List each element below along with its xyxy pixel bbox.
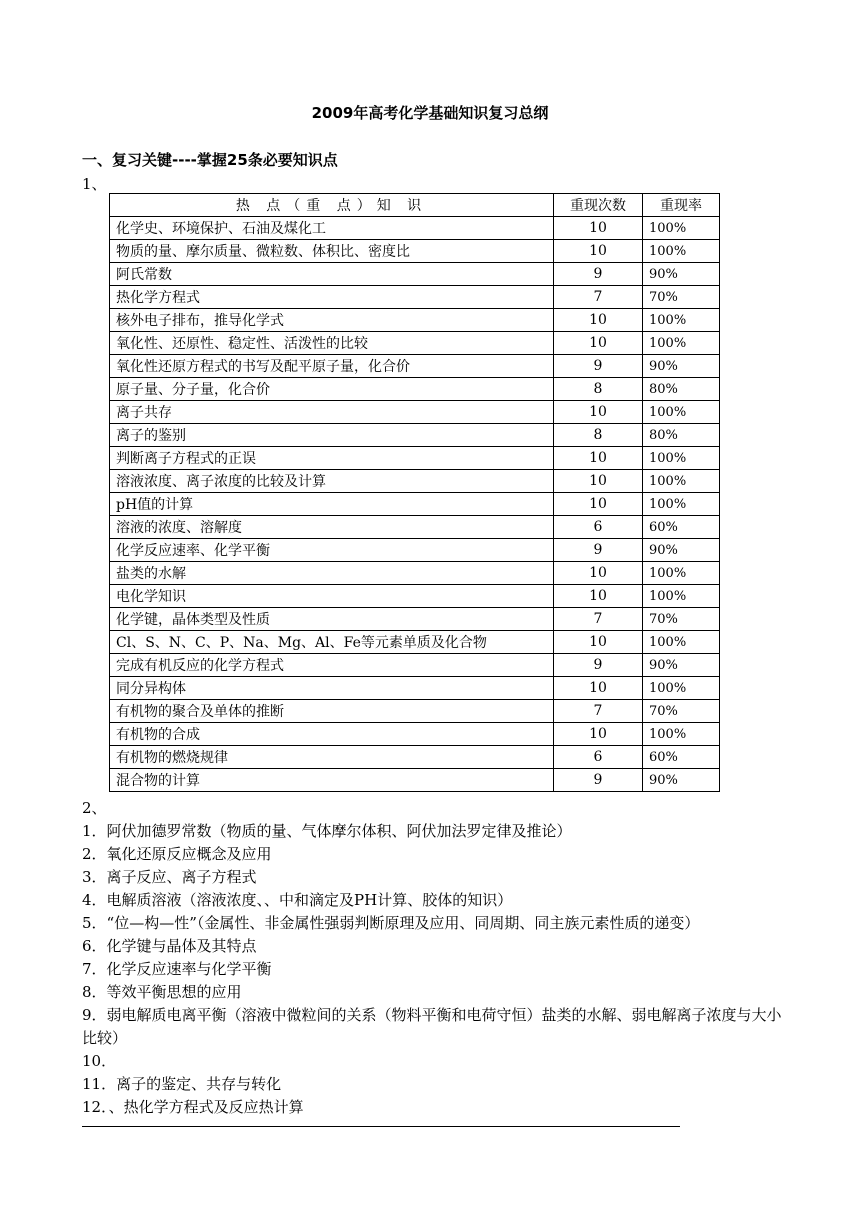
count-cell: 10	[554, 447, 643, 470]
rate-cell: 100%	[643, 240, 720, 263]
topic-cell: 有机物的聚合及单体的推断	[110, 700, 554, 723]
rate-cell: 70%	[643, 700, 720, 723]
list-item: 2．氧化还原反应概念及应用	[82, 845, 272, 863]
list-item: 6．化学键与晶体及其特点	[82, 937, 257, 955]
count-cell: 9	[554, 654, 643, 677]
count-cell: 6	[554, 516, 643, 539]
table-row	[110, 700, 720, 723]
count-cell: 10	[554, 562, 643, 585]
section-heading: 一、复习关键----掌握25条必要知识点	[82, 151, 338, 169]
topic-cell: 有机物的燃烧规律	[110, 746, 554, 769]
count-cell: 9	[554, 769, 643, 792]
topic-cell: 化学史、环境保护、石油及煤化工	[110, 217, 554, 240]
list-item: 11．离子的鉴定、共存与转化	[82, 1075, 282, 1093]
table-row	[110, 470, 720, 493]
rate-cell: 70%	[643, 286, 720, 309]
topic-cell: 化学反应速率、化学平衡	[110, 539, 554, 562]
table-body	[110, 217, 720, 792]
rate-cell: 60%	[643, 746, 720, 769]
topic-cell: pH值的计算	[110, 493, 554, 516]
list-item: 7．化学反应速率与化学平衡	[82, 960, 272, 978]
count-cell: 10	[554, 309, 643, 332]
table-header-row	[110, 194, 720, 217]
count-cell: 7	[554, 700, 643, 723]
rate-cell: 100%	[643, 677, 720, 700]
topic-cell: 完成有机反应的化学方程式	[110, 654, 554, 677]
table-row	[110, 447, 720, 470]
rate-cell: 100%	[643, 631, 720, 654]
header-topic: 热 点（重 点）知 识	[110, 194, 554, 217]
topic-cell: 原子量、分子量，化合价	[110, 378, 554, 401]
table-row	[110, 309, 720, 332]
count-cell: 7	[554, 286, 643, 309]
table-row	[110, 516, 720, 539]
table-row	[110, 263, 720, 286]
topic-cell: 溶液浓度、离子浓度的比较及计算	[110, 470, 554, 493]
rate-cell: 100%	[643, 332, 720, 355]
list-item: 1．阿伏加德罗常数（物质的量、气体摩尔体积、阿伏加法罗定律及推论）	[82, 822, 572, 840]
rate-cell: 60%	[643, 516, 720, 539]
topic-cell: 氧化性、还原性、稳定性、活泼性的比较	[110, 332, 554, 355]
bottom-rule	[82, 1126, 680, 1127]
topic-cell: 阿氏常数	[110, 263, 554, 286]
table-row	[110, 286, 720, 309]
count-cell: 10	[554, 631, 643, 654]
count-cell: 10	[554, 723, 643, 746]
table-row	[110, 401, 720, 424]
count-cell: 10	[554, 493, 643, 516]
list-item: 12．、热化学方程式及反应热计算	[82, 1098, 304, 1116]
knowledge-table	[109, 193, 720, 792]
topic-cell: 溶液的浓度、溶解度	[110, 516, 554, 539]
list-item: 9．弱电解质电离平衡（溶液中微粒间的关系（物料平衡和电荷守恒）盐类的水解、弱电解离子浓度与大小比较）	[82, 1006, 782, 1047]
header-rate: 重现率	[643, 194, 720, 217]
list-item: 10．	[82, 1052, 117, 1070]
table-row	[110, 332, 720, 355]
rate-cell: 100%	[643, 309, 720, 332]
table-row	[110, 585, 720, 608]
topic-cell: 判断离子方程式的正误	[110, 447, 554, 470]
list-marker: 2、	[82, 799, 107, 817]
table-row	[110, 539, 720, 562]
topic-cell: 离子共存	[110, 401, 554, 424]
table-marker: 1、	[82, 175, 107, 193]
table-row	[110, 217, 720, 240]
table-row	[110, 562, 720, 585]
rate-cell: 100%	[643, 562, 720, 585]
rate-cell: 90%	[643, 355, 720, 378]
topic-cell: 化学键，晶体类型及性质	[110, 608, 554, 631]
count-cell: 10	[554, 401, 643, 424]
list-item: 8．等效平衡思想的应用	[82, 983, 242, 1001]
table-row	[110, 723, 720, 746]
table-row	[110, 608, 720, 631]
count-cell: 10	[554, 240, 643, 263]
count-cell: 9	[554, 263, 643, 286]
header-count: 重现次数	[554, 194, 643, 217]
count-cell: 10	[554, 677, 643, 700]
topic-cell: 混合物的计算	[110, 769, 554, 792]
count-cell: 10	[554, 470, 643, 493]
topic-cell: 物质的量、摩尔质量、微粒数、体积比、密度比	[110, 240, 554, 263]
count-cell: 7	[554, 608, 643, 631]
table-row	[110, 240, 720, 263]
count-cell: 10	[554, 217, 643, 240]
rate-cell: 100%	[643, 493, 720, 516]
list-item: 3．离子反应、离子方程式	[82, 868, 257, 886]
topic-cell: 离子的鉴别	[110, 424, 554, 447]
table-row	[110, 769, 720, 792]
table-row	[110, 654, 720, 677]
count-cell: 9	[554, 355, 643, 378]
rate-cell: 100%	[643, 447, 720, 470]
topic-cell: 核外电子排布，推导化学式	[110, 309, 554, 332]
count-cell: 9	[554, 539, 643, 562]
rate-cell: 90%	[643, 539, 720, 562]
rate-cell: 90%	[643, 654, 720, 677]
table-row	[110, 378, 720, 401]
table-row	[110, 677, 720, 700]
table-row	[110, 355, 720, 378]
topic-cell: 有机物的合成	[110, 723, 554, 746]
count-cell: 8	[554, 424, 643, 447]
rate-cell: 100%	[643, 470, 720, 493]
topic-cell: 盐类的水解	[110, 562, 554, 585]
list-item: 4．电解质溶液（溶液浓度、、中和滴定及PH计算、胶体的知识）	[82, 891, 513, 909]
topic-cell: 同分异构体	[110, 677, 554, 700]
count-cell: 8	[554, 378, 643, 401]
list-item: 5．“位—构—性”（金属性、非金属性强弱判断原理及应用、同周期、同主族元素性质的递变）	[82, 914, 700, 932]
rate-cell: 90%	[643, 769, 720, 792]
topic-cell: 氧化性还原方程式的书写及配平原子量，化合价	[110, 355, 554, 378]
table-row	[110, 424, 720, 447]
rate-cell: 90%	[643, 263, 720, 286]
count-cell: 6	[554, 746, 643, 769]
topic-cell: Cl、S、N、C、P、Na、Mg、Al、Fe等元素单质及化合物	[110, 631, 554, 654]
table-row	[110, 746, 720, 769]
rate-cell: 80%	[643, 378, 720, 401]
document-title: 2009年高考化学基础知识复习总纲	[311, 104, 549, 122]
table-row	[110, 631, 720, 654]
rate-cell: 80%	[643, 424, 720, 447]
count-cell: 10	[554, 332, 643, 355]
rate-cell: 100%	[643, 723, 720, 746]
rate-cell: 100%	[643, 217, 720, 240]
rate-cell: 70%	[643, 608, 720, 631]
count-cell: 10	[554, 585, 643, 608]
table-row	[110, 493, 720, 516]
topic-cell: 电化学知识	[110, 585, 554, 608]
rate-cell: 100%	[643, 401, 720, 424]
topic-cell: 热化学方程式	[110, 286, 554, 309]
topic-list	[82, 820, 782, 1119]
rate-cell: 100%	[643, 585, 720, 608]
